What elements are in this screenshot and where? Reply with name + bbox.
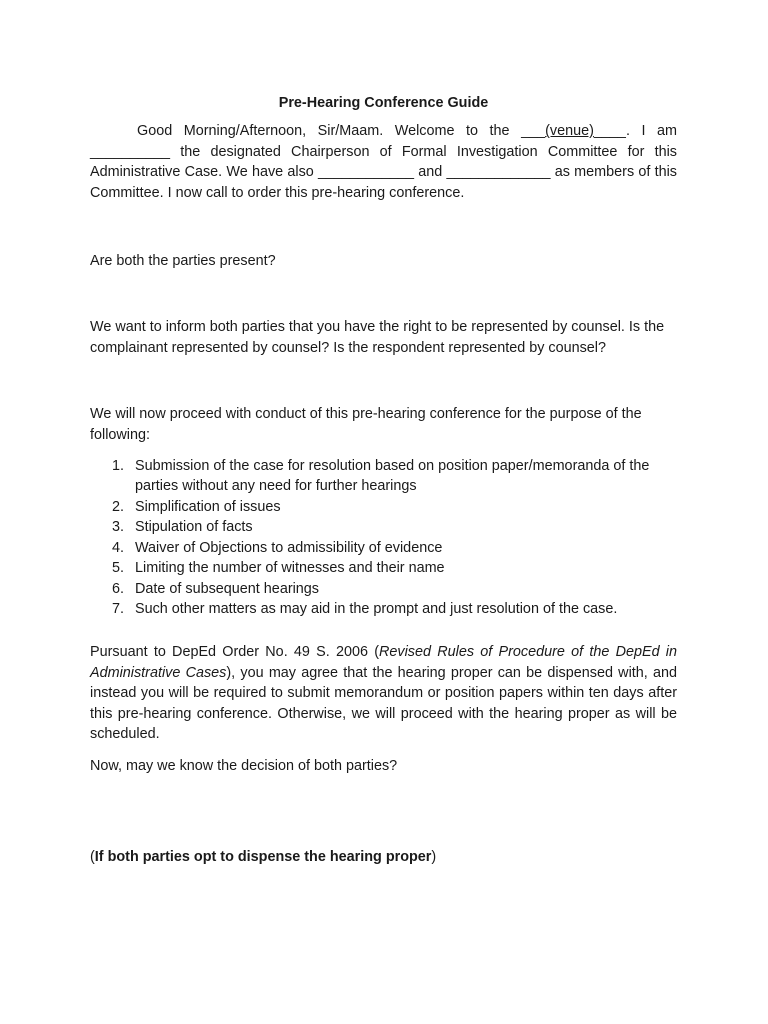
intro-text-2: . I am __________ the designated Chairperson of Formal Investigation Committee for this Administrative Case. We have also ____________ and _____________ as members of this Committee. I now call to order this pre-hearing conference.: [90, 123, 677, 201]
list-item: [90, 538, 677, 558]
list-item-text: Stipulation of facts: [135, 519, 253, 536]
list-item: [90, 517, 677, 537]
parties-question: Are both the parties present?: [90, 253, 276, 270]
list-item-number: 5.: [112, 560, 125, 577]
pursuant-text-a: Pursuant to DepEd Order No. 49 S. 2006 (: [90, 644, 380, 661]
intro-paragraph: [90, 121, 677, 203]
purpose-list: [90, 456, 677, 619]
document-page: [90, 93, 677, 867]
document-title: Pre-Hearing Conference Guide: [278, 95, 489, 111]
list-item: [90, 456, 677, 497]
venue-label: (venue): [545, 123, 594, 140]
list-item-text: Limiting the number of witnesses and their name: [135, 560, 445, 577]
venue-blank-pre: ___: [521, 123, 546, 140]
list-item: [90, 558, 677, 578]
list-item: [90, 579, 677, 599]
pursuant-text-b: ), you may agree that the hearing proper can be dispensed with, and instead you will be required to submit memorandum or position papers within ten days after this pre-hearing conference. Otherwise, we will proceed with the hearing proper as will be scheduled.: [90, 664, 677, 742]
proceed-paragraph: We will now proceed with conduct of this pre-hearing conference for the purpose of the following:: [90, 406, 642, 443]
list-item-number: 2.: [112, 498, 125, 515]
venue-blank-post: ____: [593, 123, 626, 140]
list-item: [90, 599, 677, 619]
list-item-text: Simplification of issues: [135, 498, 281, 515]
list-item-text: Such other matters as may aid in the prompt and just resolution of the case.: [135, 600, 618, 617]
list-item-text: Waiver of Objections to admissibility of evidence: [135, 539, 443, 556]
list-item-number: 6.: [112, 580, 125, 597]
list-item-number: 1.: [112, 458, 125, 475]
if-both-open-paren: (: [90, 848, 95, 865]
list-item-number: 4.: [112, 539, 125, 556]
list-item-text: Date of subsequent hearings: [135, 580, 320, 597]
list-item: [90, 497, 677, 517]
decision-question: Now, may we know the decision of both parties?: [90, 758, 398, 775]
list-item-number: 3.: [112, 519, 125, 536]
pursuant-paragraph: [90, 642, 677, 744]
list-item-text: Submission of the case for resolution based on position paper/memoranda of the parties without any need for further hearings: [135, 458, 650, 495]
intro-text-1: Good Morning/Afternoon, Sir/Maam. Welcome to the: [137, 123, 522, 140]
counsel-paragraph: We want to inform both parties that you have the right to be represented by counsel. Is the complainant represented by counsel? Is the respondent represented by counsel?: [90, 319, 665, 356]
if-both-close-paren: ): [431, 848, 437, 865]
list-item-number: 7.: [112, 600, 125, 617]
if-both-text: If both parties opt to dispense the hearing proper: [94, 848, 432, 865]
pursuant-italic-title: Revised Rules of Procedure of the DepEd in Administrative Cases: [90, 644, 677, 681]
if-both-heading: [90, 847, 677, 867]
